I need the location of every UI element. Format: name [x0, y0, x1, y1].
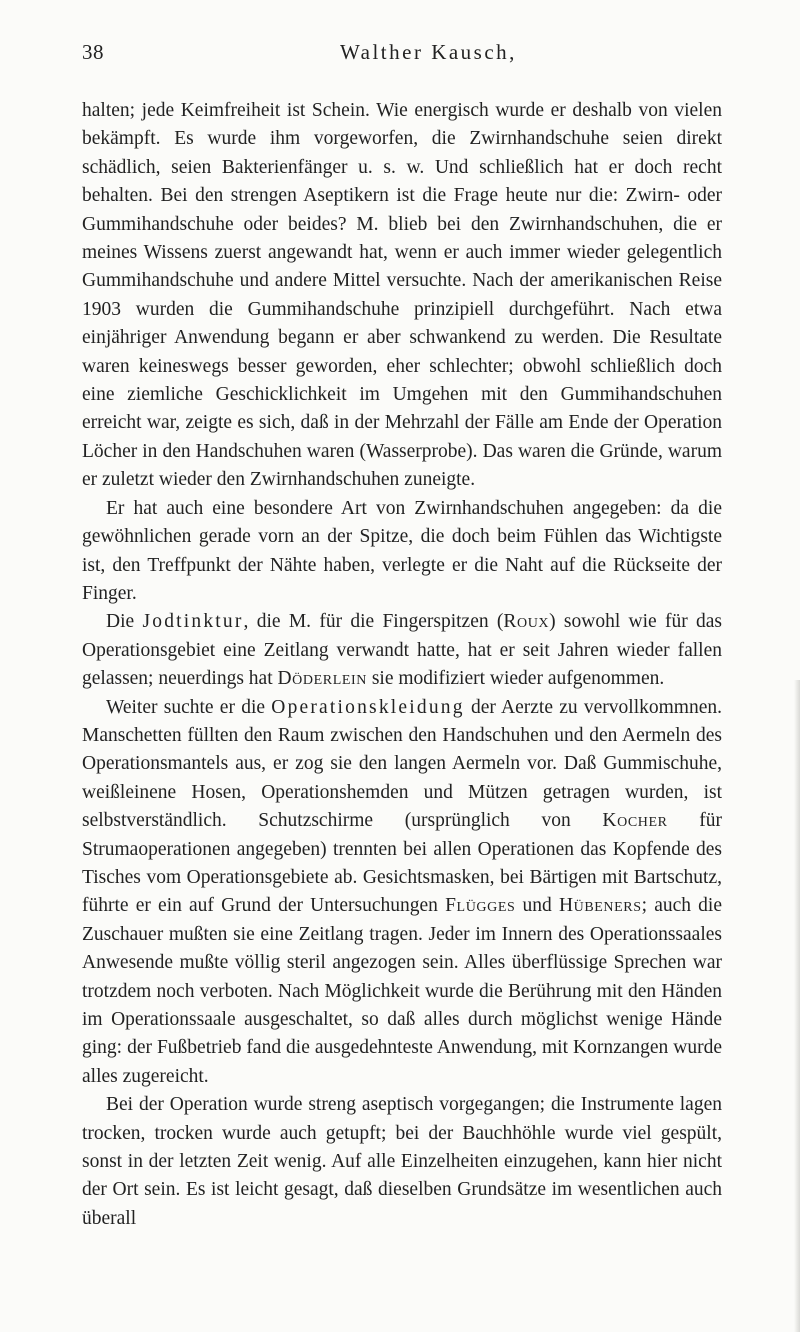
paragraph-3 — [82, 608, 722, 693]
text-run: ; auch die Zuschauer mußten sie eine Zeitlang tragen. Jeder im Innern des Operationssaales Anwesende mußte völlig steril angezogen sein. Alles überflüssige Sprechen war trotzdem noch verboten. Nach Möglichkeit wurde die Berührung mit den Händen im Operationssaale ausgeschaltet, so daß alles durch möglichst wenige Hände ging: der Fußbetrieb fand die ausgedehnteste Anwendung, mit Kornzangen wurde alles zugereicht. — [82, 895, 723, 1087]
page-edge-shadow — [794, 680, 800, 1332]
text-run: für Strumaoperationen angegeben) trennten bei allen Operationen das Kopfende des Tisches vom Operationsgebiete ab. Gesichtsmasken, bei Bärtigen mit Bartschutz, führte er ein auf Grund der Untersuchungen — [82, 810, 722, 917]
spaced-term-jodtinktur: Jodtinktur — [142, 611, 244, 633]
text-run: und — [515, 895, 559, 917]
text-run: , die M. für die Fingerspitzen ( — [243, 611, 504, 633]
text-run: sie modifiziert wieder aufgenommen. — [366, 668, 665, 690]
text-run: ) sowohl wie für das Operationsgebiet eine Zeitlang verwandt hatte, hat er seit Jahren wieder fallen gelassen; neuerdings hat — [82, 611, 723, 690]
author-name-roux: Roux — [503, 611, 550, 633]
paragraph-5: Bei der Operation wurde streng aseptisch vorgegangen; die Instrumente lagen trocken, trocken wurde auch getupft; bei der Bauchhöhle wurde viel gespült, sonst in der letzten Zeit wenig. Auf alle Einzelheiten einzugehen, kann hier nicht der Ort sein. Es ist leicht gesagt, daß dieselben Grundsätze im wesentlichen auch überall — [82, 1094, 722, 1229]
text-run: Weiter suchte er die — [106, 696, 272, 718]
spaced-term-operationskleidung: Operationskleidung — [271, 696, 465, 718]
running-head: Walther Kausch, — [340, 40, 517, 64]
text-run: Die — [106, 611, 143, 633]
author-name-doederlein: Döderlein — [277, 668, 367, 690]
author-name-huebeners: Hübeners — [558, 895, 642, 917]
author-name-fluegges: Flügges — [445, 895, 516, 917]
author-name-kocher: Kocher — [602, 810, 668, 832]
page-header — [82, 40, 722, 80]
text-run: der Aerzte zu vervollkommnen. Manschetten füllten den Raum zwischen den Handschuhen und den Aermeln des Operationsmantels aus, er zog sie den langen Aermeln vor. Daß Gummischuhe, weißleinene Hosen, Operationshemden und Mützen getragen wurden, ist selbstverständlich. Schutzschirme (ursprünglich von — [82, 696, 722, 832]
page-number: 38 — [82, 40, 104, 64]
paragraph-1: halten; jede Keimfreiheit ist Schein. Wie energisch wurde er deshalb von vielen bekämpft. Es wurde ihm vorgeworfen, die Zwirnhandschuhe seien direkt schädlich, seien Bakterienfänger u. s. w. Und schließlich hat er doch recht behalten. Bei den strengen Aseptikern ist die Frage heute nur die: Zwirn- oder Gummihandschuhe oder beides? M. blieb bei den Zwirnhandschuhen, die er meines Wissens zuerst angewandt hat, wenn er auch immer wieder gelegentlich Gummihandschuhe und andere Mittel versuchte. Nach der amerikanischen Reise 1903 wurden die Gummihandschuhe prinzipiell durchgeführt. Nach etwa einjähriger Anwendung begann er aber schwankend zu werden. Die Resultate waren keineswegs besser geworden, eher schlechter; obwohl schließlich doch eine ziemliche Geschicklichkeit im Umgehen mit den Gummihandschuhen erreicht war, zeigte es sich, daß in der Mehrzahl der Fälle am Ende der Operation Löcher in den Handschuhen waren (Wasserprobe). Das waren die Gründe, warum er zuletzt wieder den Zwirnhandschuhen zuneigte. — [82, 100, 722, 491]
paragraph-2: Er hat auch eine besondere Art von Zwirnhandschuhen angegeben: da die gewöhnlichen gerade vorn an der Spitze, die doch beim Fühlen das Wichtigste ist, den Treffpunkt der Nähte haben, verlegte er die Naht auf die Rückseite der Finger. — [82, 497, 722, 604]
paragraph-4 — [82, 694, 722, 1092]
body-text — [82, 97, 722, 1233]
